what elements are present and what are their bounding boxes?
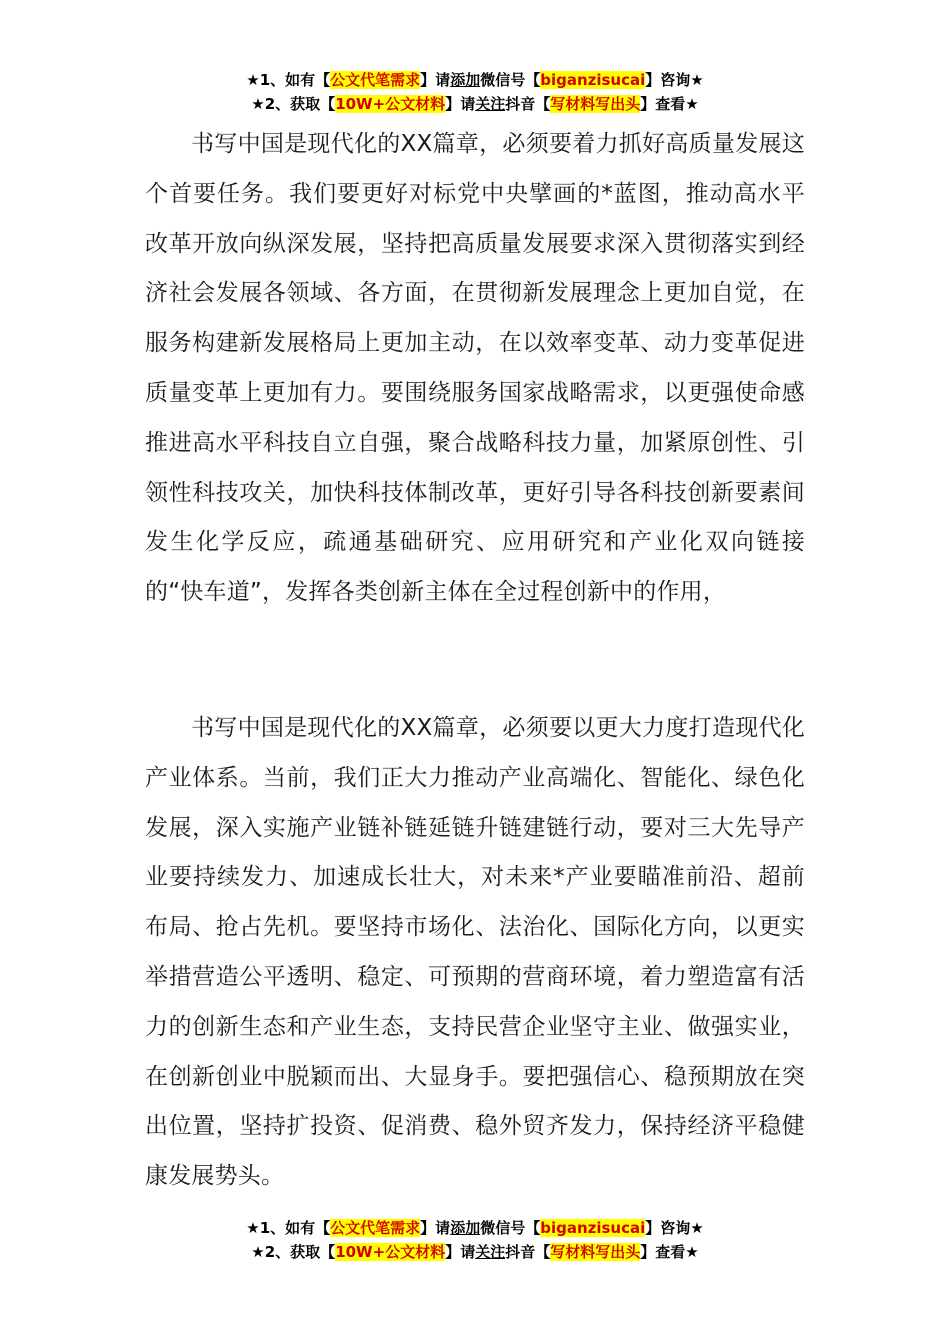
- footer-promo-line-2: [0, 1240, 950, 1264]
- promo-line-2-mid: 】请: [445, 95, 476, 113]
- promo-line-2-suffix: 】查看★: [640, 95, 699, 113]
- footer-line-1-mid: 】请: [420, 1219, 451, 1237]
- footer-line-1-highlight-service: 公文代笔需求: [330, 1219, 421, 1237]
- footer-line-1-suffix: 】咨询★: [645, 1219, 704, 1237]
- footer-promo-banner: [0, 1216, 950, 1264]
- promo-line-2-highlight-douyin: 写材料写出头: [550, 95, 641, 113]
- promo-line-1-mid: 】请: [420, 71, 451, 89]
- promo-line-2-prefix: ★2、获取【: [251, 95, 336, 113]
- promo-line-2-underlined: 关注: [475, 95, 506, 113]
- footer-line-2-prefix: ★2、获取【: [251, 1243, 336, 1261]
- promo-line-1-suffix: 】咨询★: [645, 71, 704, 89]
- promo-line-1-underlined: 添加: [450, 71, 481, 89]
- footer-line-2-highlight-douyin: 写材料写出头: [550, 1243, 641, 1261]
- footer-line-2-suffix: 】查看★: [640, 1243, 699, 1261]
- body-paragraph-2: 书写中国是现代化的XX篇章，必须要以更大力度打造现代化产业体系。当前，我们正大力推动产业高端化、智能化、绿色化发展，深入实施产业链补链延链升链建链行动，要对三大先导产业要持续发力、加速成长壮大，对未来*产业要瞄准前沿、超前布局、抢占先机。要坚持市场化、法治化、国际化方向，以更实举措营造公平透明、稳定、可预期的营商环境，着力塑造富有活力的创新生态和产业生态，支持民营企业坚守主业、做强实业，在创新创业中脱颖而出、大显身手。要把强信心、稳预期放在突出位置，坚持扩投资、促消费、稳外贸齐发力，保持经济平稳健康发展势头。: [145, 715, 805, 1190]
- footer-line-1-prefix: ★1、如有【: [246, 1219, 331, 1237]
- promo-line-2-highlight-materials: 10W+公文材料: [335, 95, 446, 113]
- footer-line-2-mid2: 抖音【: [505, 1243, 551, 1261]
- body-paragraph-1: 书写中国是现代化的XX篇章，必须要着力抓好高质量发展这个首要任务。我们要更好对标党中央擘画的*蓝图，推动高水平改革开放向纵深发展，坚持把高质量发展要求深入贯彻落实到经济社会发展各领域、各方面，在贯彻新发展理念上更加自觉，在服务构建新发展格局上更加主动，在以效率变革、动力变革促进质量变革上更加有力。要围绕服务国家战略需求，以更强使命感推进高水平科技自立自强，聚合战略科技力量，加紧原创性、引领性科技攻关，加快科技体制改革，更好引导各科技创新要素间发生化学反应，疏通基础研究、应用研究和产业化双向链接的“快车道”，发挥各类创新主体在全过程创新中的作用，: [145, 131, 805, 606]
- footer-line-1-highlight-wechat: biganzisucai: [540, 1219, 646, 1237]
- footer-promo-line-1: [0, 1216, 950, 1240]
- promo-line-2-mid2: 抖音【: [505, 95, 551, 113]
- promo-line-1: [0, 68, 950, 92]
- footer-line-1-underlined: 添加: [450, 1219, 481, 1237]
- footer-line-2-highlight-materials: 10W+公文材料: [335, 1243, 446, 1261]
- promo-line-2: [0, 92, 950, 116]
- footer-line-1-mid2: 微信号【: [480, 1219, 541, 1237]
- header-promo-banner: [0, 68, 950, 116]
- promo-line-1-prefix: ★1、如有【: [246, 71, 331, 89]
- footer-line-2-mid: 】请: [445, 1243, 476, 1261]
- promo-line-1-highlight-wechat: biganzisucai: [540, 71, 646, 89]
- promo-line-1-highlight-service: 公文代笔需求: [330, 71, 421, 89]
- footer-line-2-underlined: 关注: [475, 1243, 506, 1261]
- promo-line-1-mid2: 微信号【: [480, 71, 541, 89]
